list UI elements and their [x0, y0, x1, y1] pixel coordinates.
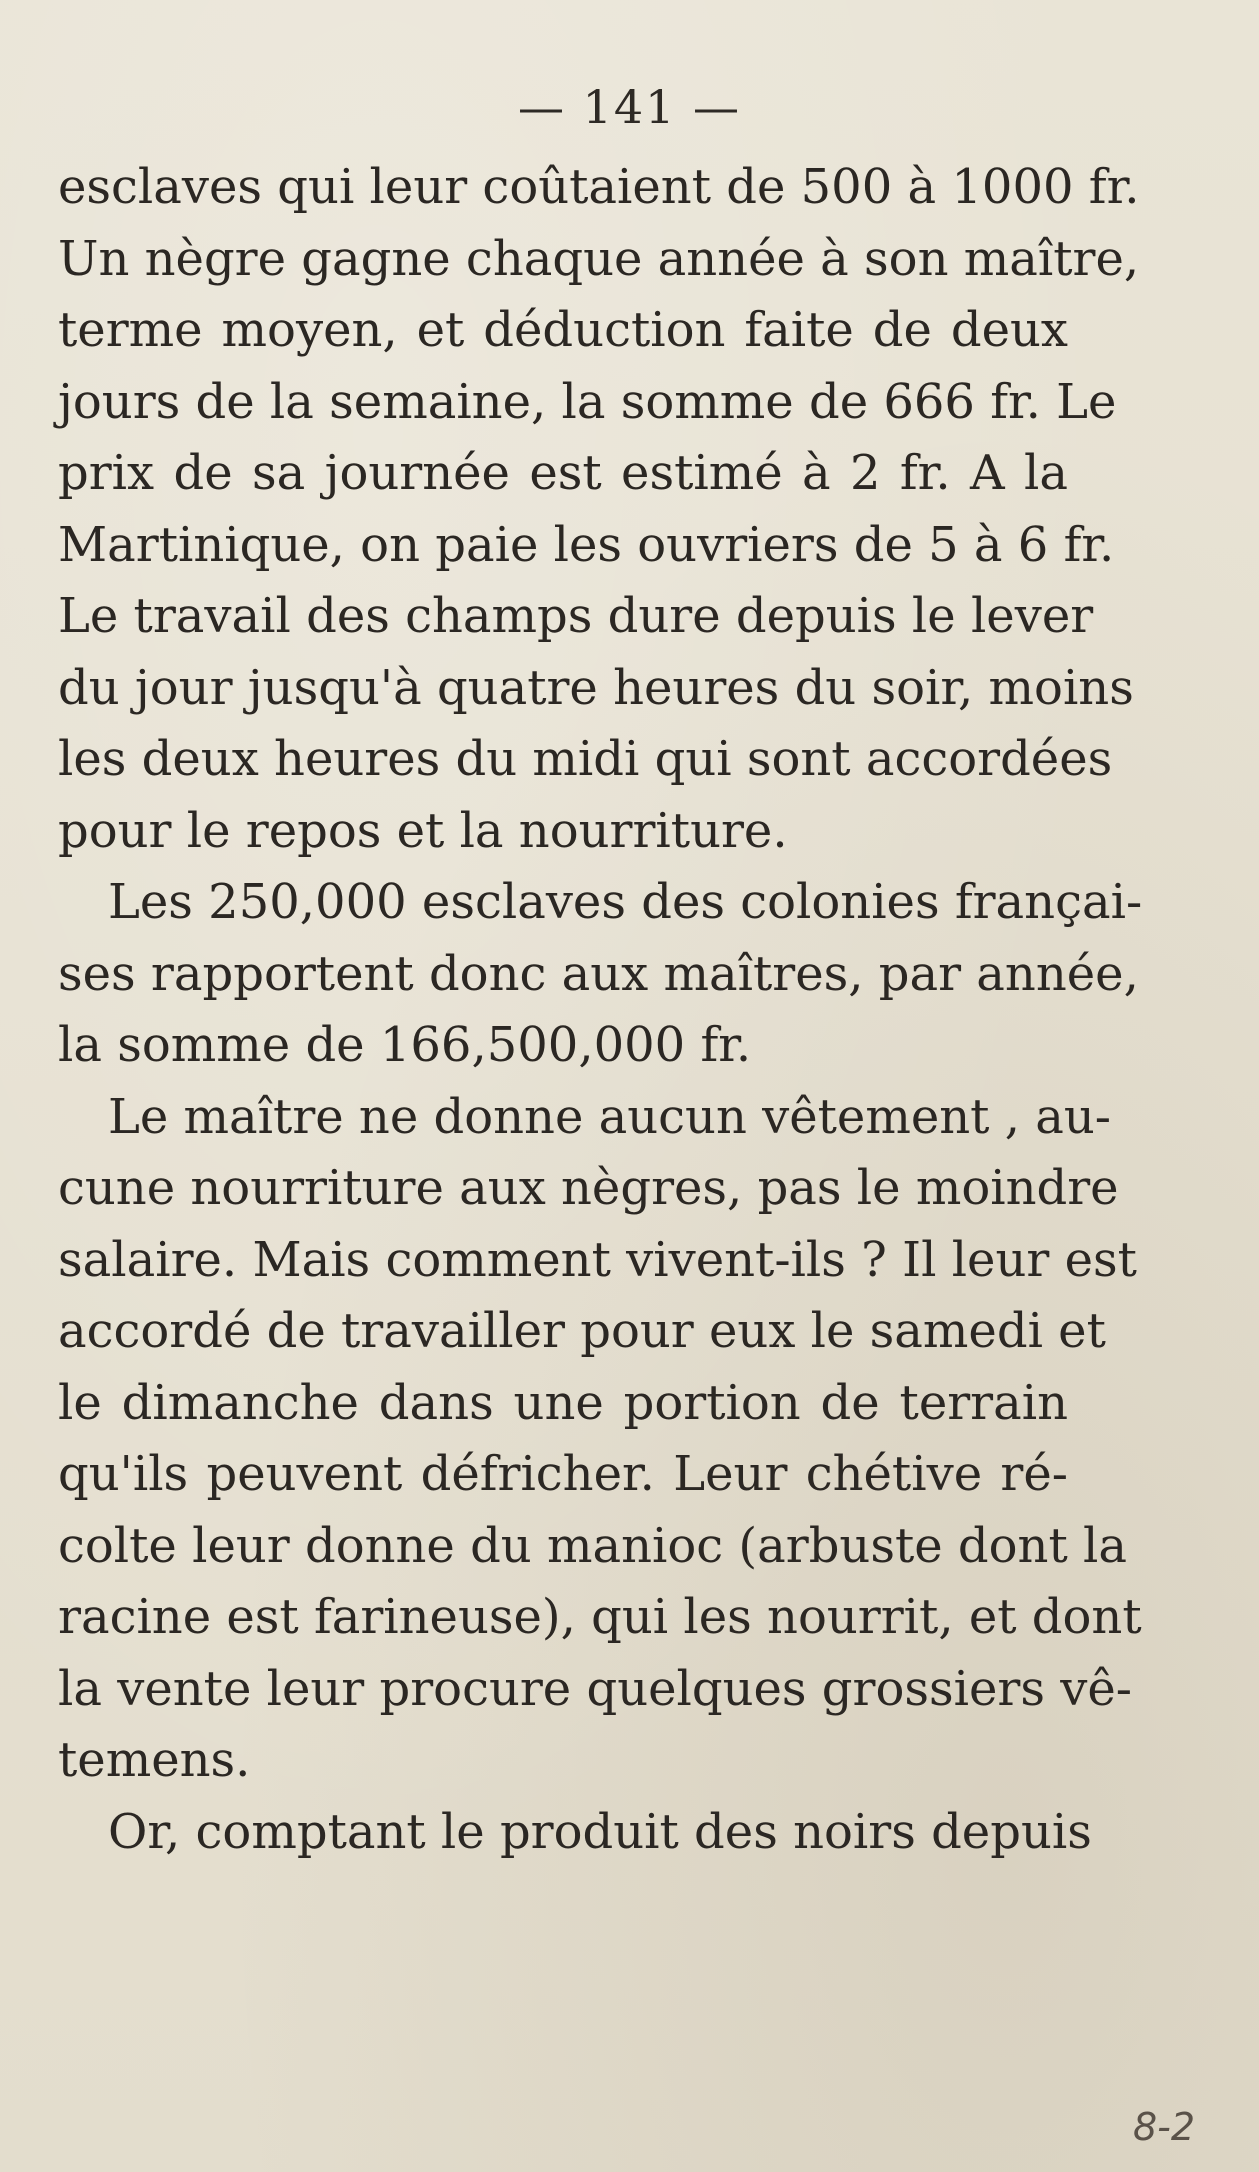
text-line: qu'ils peuvent défricher. Leur chétive ré- — [58, 1446, 1068, 1502]
text-line: Le travail des champs dure depuis le lever — [58, 588, 1094, 644]
page-number: — 141 — — [517, 80, 742, 134]
text-line: salaire. Mais comment vivent-ils ? Il leur est — [58, 1231, 1137, 1288]
text-line: Un nègre gagne chaque année à son maître, — [58, 230, 1140, 287]
text-line: accordé de travailler pour eux le samedi et — [58, 1303, 1106, 1359]
margin-note: 8-2 — [1133, 2105, 1196, 2149]
text-line: Les 250,000 esclaves des colonies françai- — [108, 874, 1143, 930]
text-line: prix de sa journée est estimé à 2 fr. A la — [58, 445, 1068, 501]
text-line: cune nourriture aux nègres, pas le moindre — [58, 1160, 1119, 1216]
text-line: pour le repos et la nourriture. — [58, 802, 788, 859]
text-line: Martinique, on paie les ouvriers de 5 à 6 fr. — [58, 516, 1115, 573]
text-line: les deux heures du midi qui sont accordées — [58, 731, 1113, 787]
text-line: du jour jusqu'à quatre heures du soir, moins — [58, 659, 1134, 716]
text-line: terme moyen, et déduction faite de deux — [58, 302, 1068, 358]
text-line: Or, comptant le produit des noirs depuis — [108, 1803, 1092, 1860]
text-line: la somme de 166,500,000 fr. — [58, 1017, 752, 1073]
text-line: temens. — [58, 1732, 251, 1788]
body-text — [58, 152, 1143, 1868]
text-line: le dimanche dans une portion de terrain — [58, 1374, 1068, 1431]
text-line: la vente leur procure quelques grossiers vê- — [58, 1660, 1132, 1717]
text-line: esclaves qui leur coûtaient de 500 à 1000 fr. — [58, 159, 1140, 215]
text-line: ses rapportent donc aux maîtres, par année, — [58, 945, 1139, 1002]
text-line: racine est farineuse), qui les nourrit, et dont — [58, 1589, 1142, 1645]
text-line: colte leur donne du manioc (arbuste dont la — [58, 1517, 1127, 1574]
text-line: jours de la semaine, la somme de 666 fr. Le — [58, 373, 1117, 430]
text-line: Le maître ne donne aucun vêtement , au- — [108, 1088, 1111, 1145]
